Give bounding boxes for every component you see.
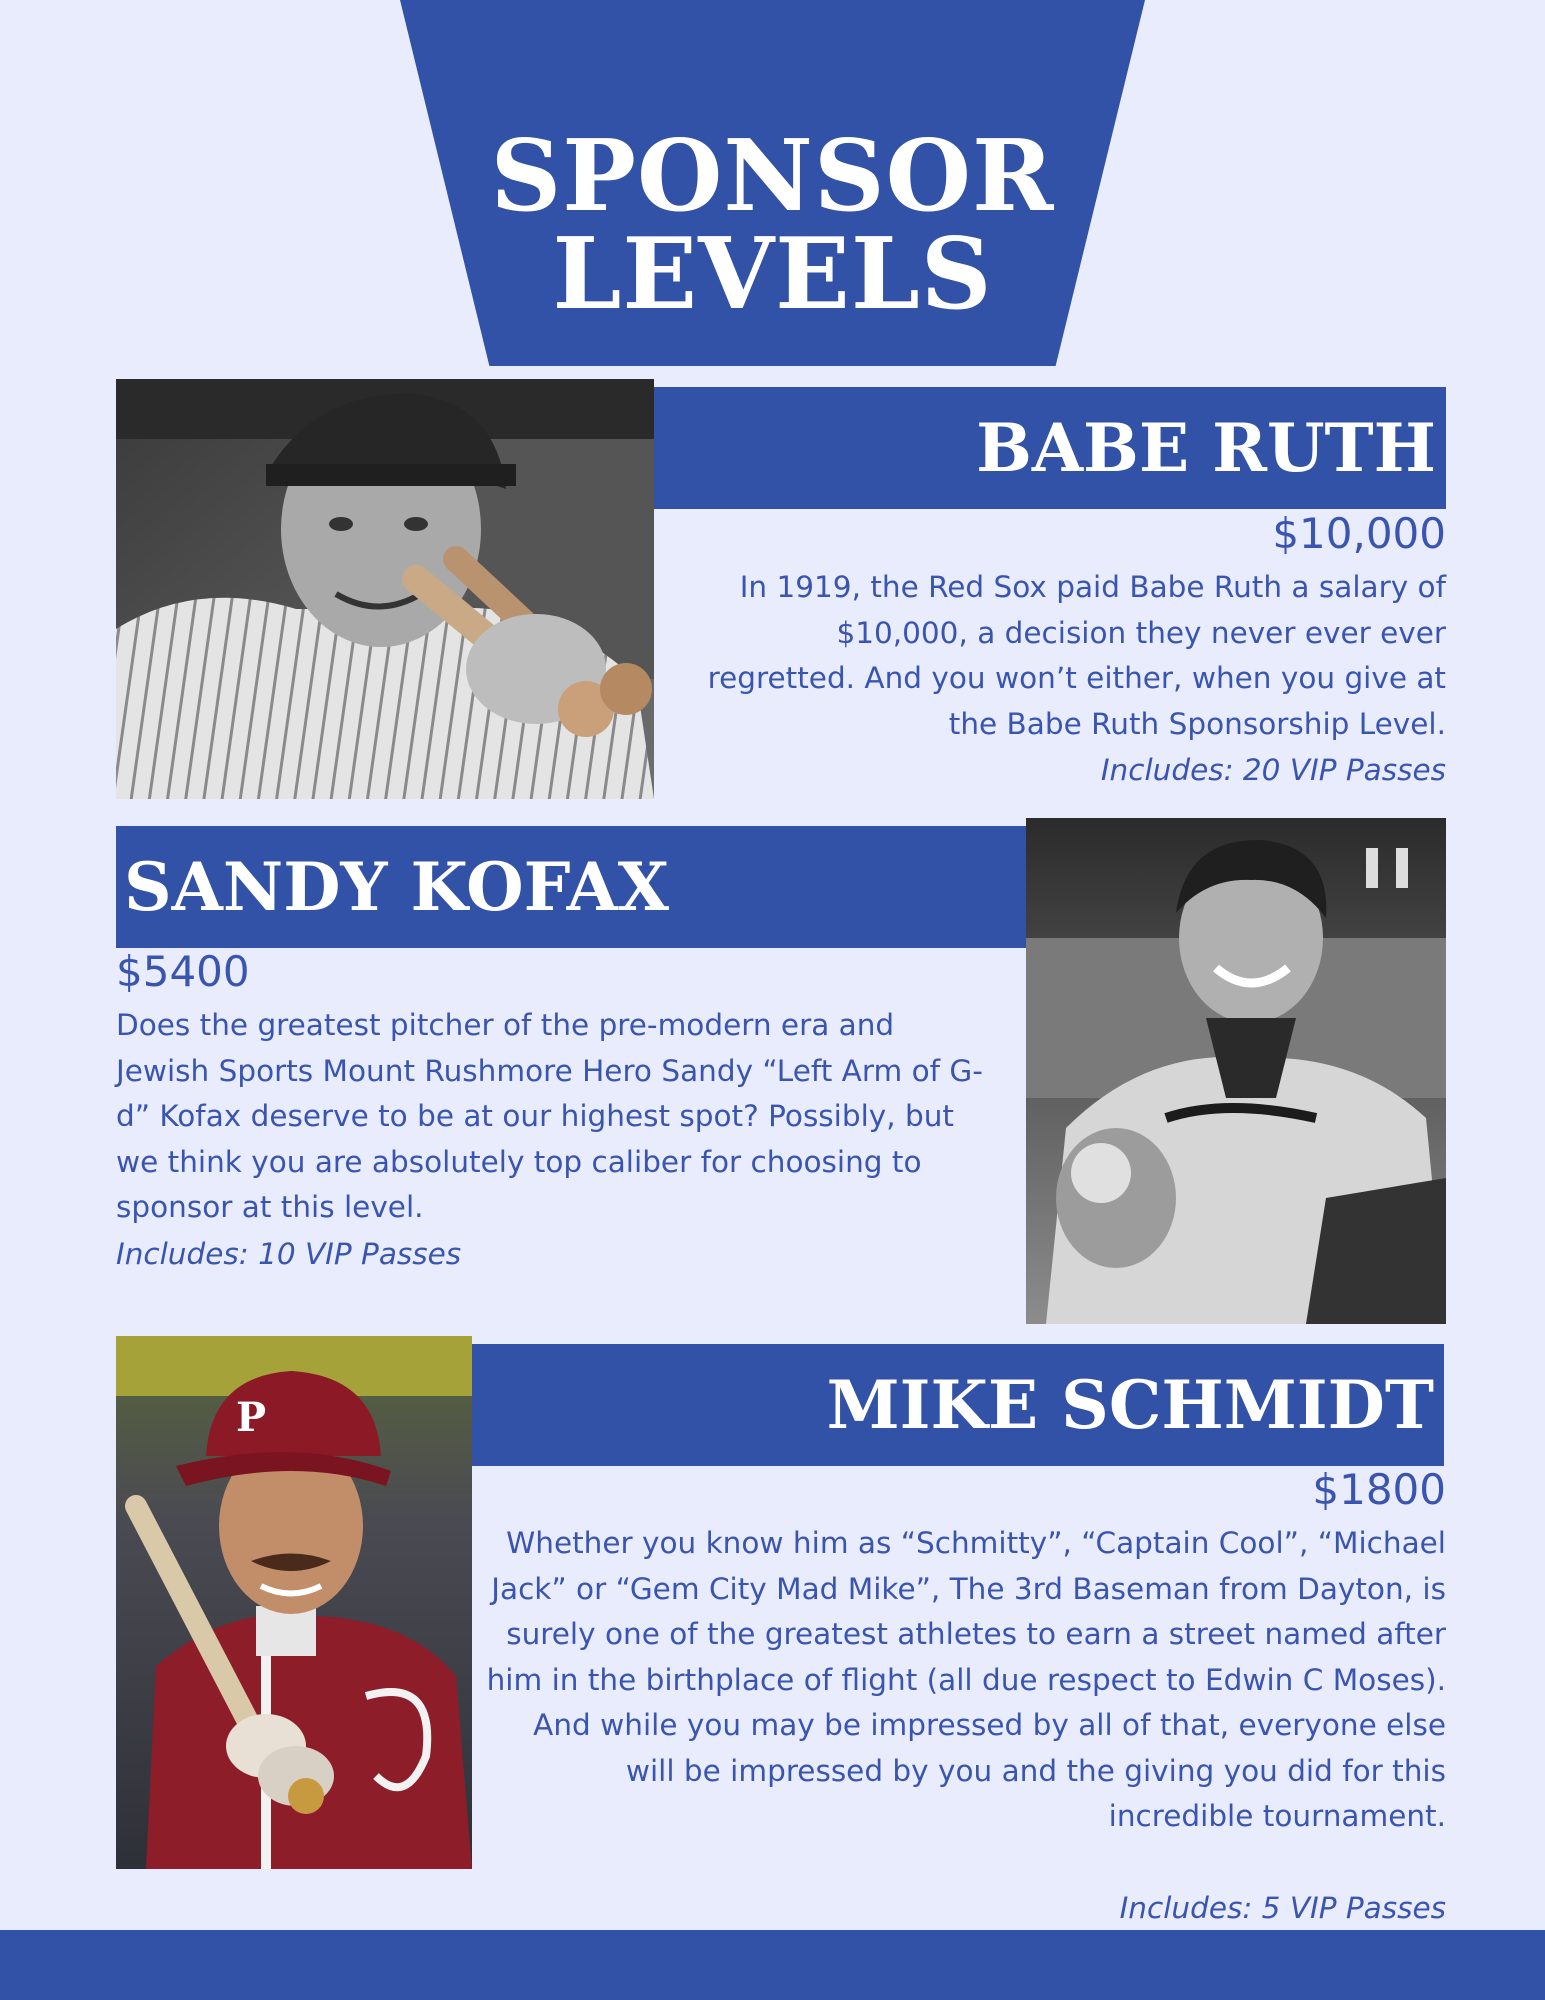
babe-ruth-photo (116, 379, 654, 799)
page-title-line1: SPONSOR (490, 119, 1055, 234)
svg-text:P: P (236, 1394, 267, 1441)
sandy-kofax-price: $5400 (116, 947, 250, 996)
sandy-kofax-includes: Includes: 10 VIP Passes (116, 1237, 462, 1271)
mike-schmidt-description: Whether you know him as “Schmitty”, “Captain Cool”, “Michael Jack” or “Gem City Mad Mike”, The 3rd Baseman from Dayton, is surely one of the greatest athletes to earn a street named after him in the birthplace of flight (all due respect to Edwin C Moses). And while you may be impressed by all of that, everyone else will be impressed by you and the giving you did for this incredible tournament. (486, 1526, 1446, 1833)
sandy-kofax-photo (1026, 818, 1446, 1324)
mike-schmidt-price: $1800 (1312, 1465, 1446, 1514)
sandy-kofax-description: Does the greatest pitcher of the pre-modern era and Jewish Sports Mount Rushmore Hero Sandy “Left Arm of G-d” Kofax deserve to be at our highest spot? Possibly, but we think you are absolutely top caliber for choosing to sponsor at this level. (116, 1008, 983, 1224)
page-title-line2: LEVELS (552, 217, 993, 332)
babe-ruth-includes: Includes: 20 VIP Passes (1100, 753, 1446, 787)
page-title (400, 119, 1145, 332)
babe-ruth-title: BABE RUTH (654, 387, 1446, 509)
footer-bar (0, 1930, 1545, 2000)
babe-ruth-price: $10,000 (1272, 509, 1446, 558)
mike-schmidt-photo (116, 1336, 472, 1869)
babe-ruth-description: In 1919, the Red Sox paid Babe Ruth a salary of $10,000, a decision they never ever ever regretted. And you won’t either, when you give at the Babe Ruth Sponsorship Level. (707, 570, 1446, 741)
sandy-kofax-title: SANDY KOFAX (116, 826, 1026, 948)
mike-schmidt-title: MIKE SCHMIDT (472, 1344, 1444, 1466)
mike-schmidt-includes: Includes: 5 VIP Passes (1119, 1891, 1446, 1925)
